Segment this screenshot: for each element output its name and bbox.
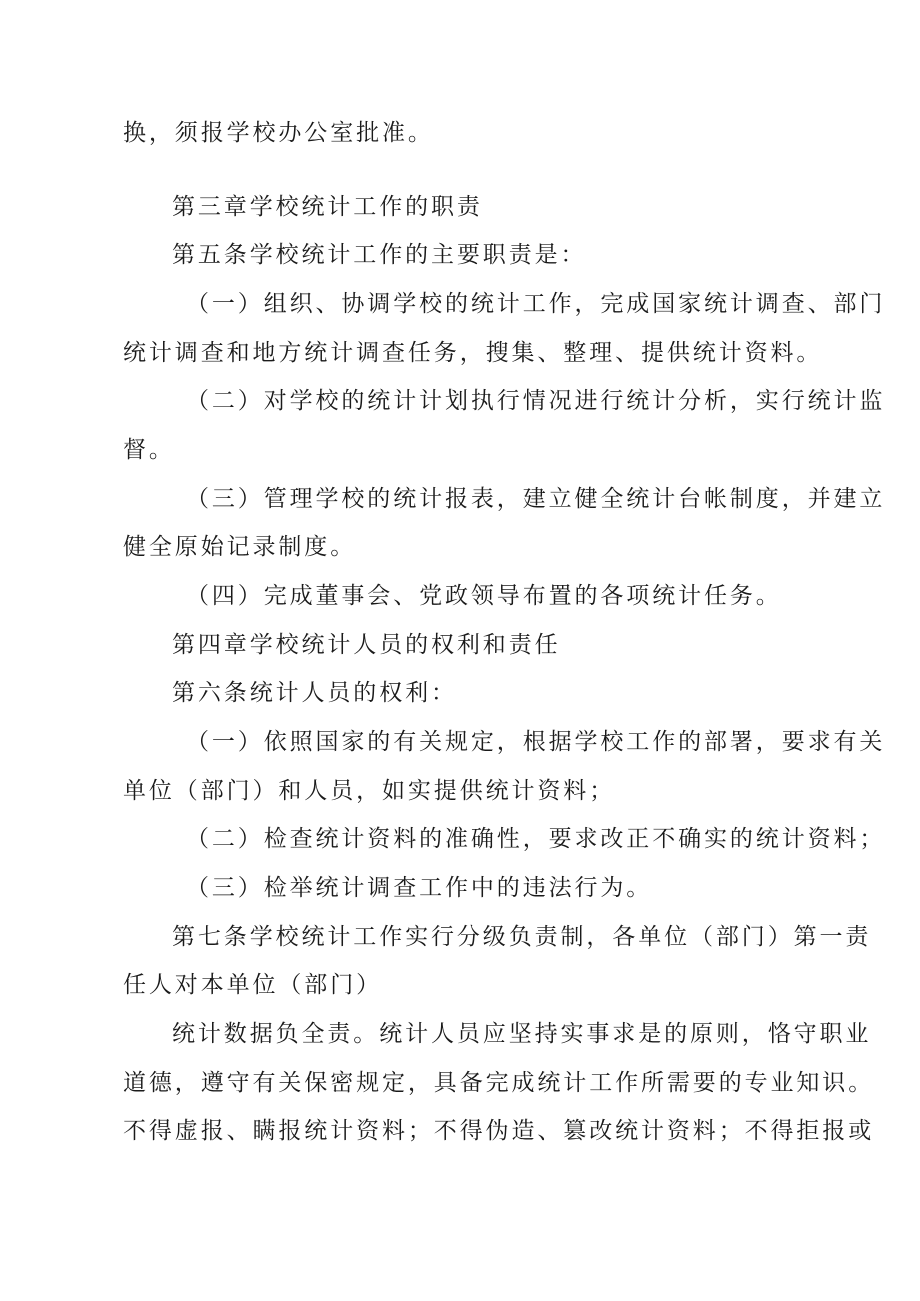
text-line: 不得虚报、瞒报统计资料；不得伪造、篡改统计资料；不得拒报或 — [123, 1118, 875, 1144]
text-line: （三）管理学校的统计报表，建立健全统计台帐制度，并建立 — [186, 486, 886, 512]
text-line: 道德，遵守有关保密规定，具备完成统计工作所需要的专业知识。 — [123, 1070, 875, 1096]
chapter-heading: 第三章学校统计工作的职责 — [172, 194, 483, 220]
text-line: （四）完成董事会、党政领导布置的各项统计任务。 — [186, 583, 782, 609]
text-line: 统计调查和地方统计调查任务，搜集、整理、提供统计资料。 — [123, 340, 823, 366]
text-line: 健全原始记录制度。 — [123, 534, 357, 560]
text-line: 单位（部门）和人员，如实提供统计资料； — [123, 778, 616, 804]
text-line: （一）依照国家的有关规定，根据学校工作的部署，要求有关 — [186, 729, 886, 755]
text-line: 统计数据负全责。统计人员应坚持实事求是的原则，恪守职业 — [172, 1021, 872, 1047]
text-line: （二）对学校的统计计划执行情况进行统计分析，实行统计监 — [186, 388, 886, 414]
article-heading: 第五条学校统计工作的主要职责是： — [172, 242, 587, 268]
text-line: 第七条学校统计工作实行分级负责制，各单位（部门）第一责 — [172, 924, 872, 950]
text-line: （二）检查统计资料的准确性，要求改正不确实的统计资料； — [186, 826, 886, 852]
article-heading: 第六条统计人员的权利： — [172, 680, 457, 706]
text-line: （一）组织、协调学校的统计工作，完成国家统计调查、部门 — [186, 291, 886, 317]
text-line: 任人对本单位（部门） — [123, 972, 382, 998]
chapter-heading: 第四章学校统计人员的权利和责任 — [172, 632, 561, 658]
text-line: 督。 — [123, 437, 175, 463]
text-line: （三）检举统计调查工作中的违法行为。 — [186, 875, 653, 901]
text-line: 换，须报学校办公室批准。 — [123, 120, 434, 146]
